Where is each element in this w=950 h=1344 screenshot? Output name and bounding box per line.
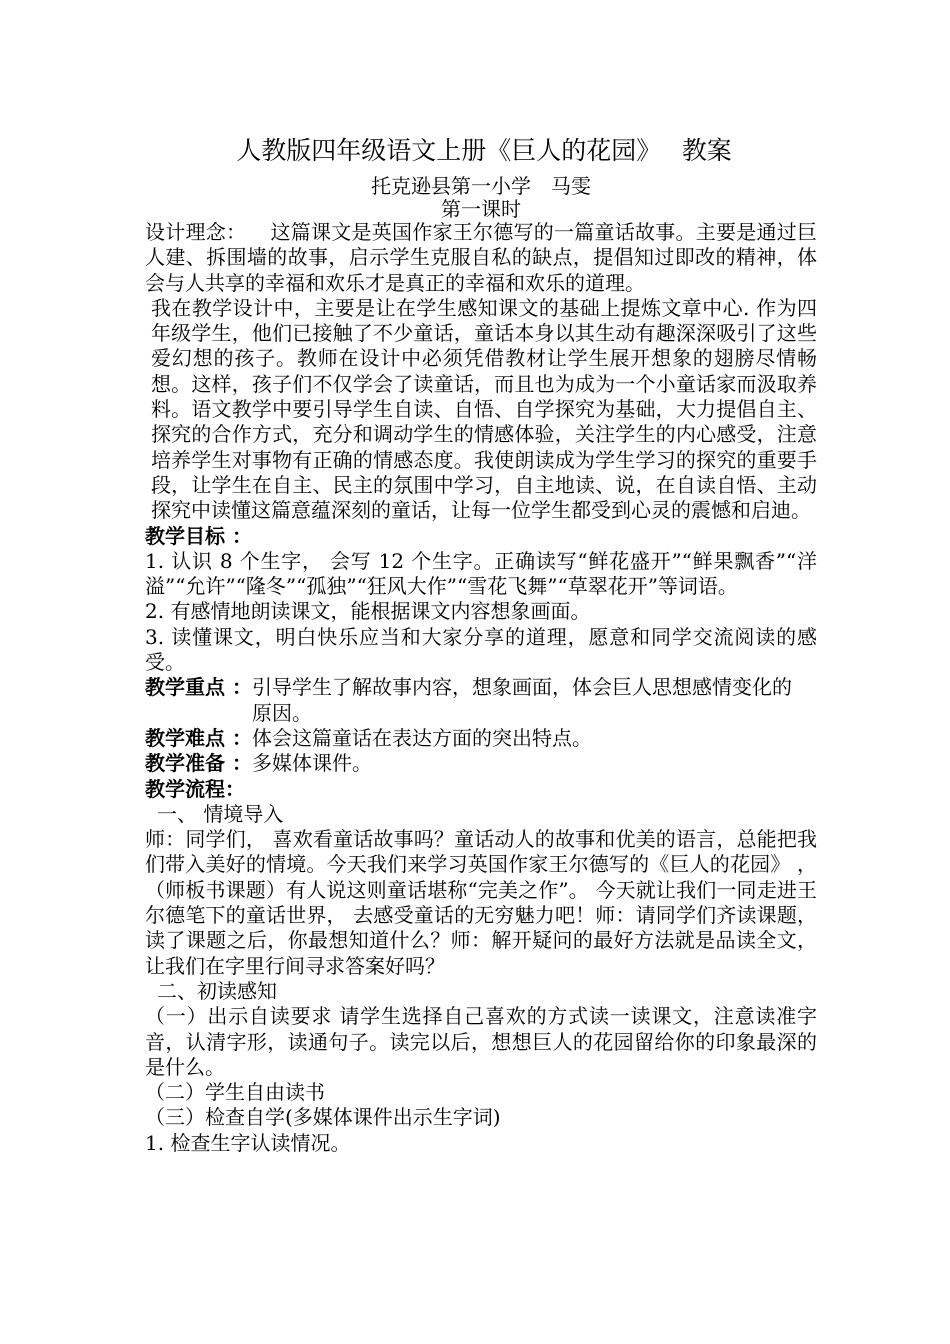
key-label: 教学重点 ：: [145, 675, 252, 700]
step2-heading: 二、初读感知: [157, 978, 277, 1003]
goal-3: 3. 读懂课文，明白快乐应当和大家分享的道理，愿意和同学交流阅读的感受。: [145, 624, 817, 675]
step2-item-4: 1. 检查生字认读情况。: [145, 1130, 351, 1155]
step2-item-1: （一）出示自读要求 请学生选择自己喜欢的方式读一读课文，注意读准字音，认清字形，读通句子。读完以后，想想巨人的花园留给你的印象最深的是什么。: [145, 1004, 817, 1079]
step2-item-3: （三）检查自学(多媒体课件出示生字词): [145, 1105, 501, 1130]
design-text: 这篇课文是英国作家王尔德写的一篇童话故事。主要是通过巨人建、拆围墙的故事，启示学生克服自私的缺点，提倡知过即改的精神，体会与人共享的幸福和欢乐才是真正的幸福和欢乐的道理。: [145, 220, 817, 295]
key-text: 引导学生了解故事内容，想象画面，体会巨人思想感情变化的原因。: [251, 675, 792, 725]
step1-text: 师：同学们， 喜欢看童话故事吗？童话动人的故事和优美的语言，总能把我们带入美好的情境。今天我们来学习英国作家王尔德写的《巨人的花园》 ，（师板书课题）有人说这则童话堪称“完美之作”。 今天就让我们一同走进王尔德笔下的童话世界， 去感受童话的无穷魅力吧！师：请同学们齐读课题， 读了课题之后，你最想知道什么？师：解开疑问的最好方法就是品读全文，让我们在字里行间寻求答案好吗？: [145, 827, 817, 978]
design-concept-2: 我在教学设计中，主要是让在学生感知课文的基础上提炼文章中心. 作为四年级学生，他们已接触了不少童话，童话本身以其生动有趣深深吸引了这些爱幻想的孩子。教师在设计中必须凭借教材让学生展开想象的翅膀尽情畅想。这样，孩子们不仅学会了读童话，而且也为成为一个小童话家而汲取养料。语文教学中要引导学生自读、自悟、自学探究为基础，大力提倡自主、探究的合作方式，充分和调动学生的情感体验，关注学生的内心感受，注意培养学生对事物有正确的情感态度。我使朗读成为学生学习的探究的重要手段，让学生在自主、民主的氛围中学习，自主地读、说，在自读自悟、主动探究中读懂这篇意蕴深刻的童话，让每一位学生都受到心灵的震憾和启迪。: [151, 295, 817, 523]
design-label: 设计理念：: [145, 220, 247, 244]
key-points: [145, 675, 817, 726]
lesson-label: 第一课时: [441, 197, 521, 221]
step1-heading: 一、 情境导入: [157, 801, 284, 826]
difficulty-text: 体会这篇童话在表达方面的突出特点。: [251, 725, 592, 750]
step2-item-2: （二）学生自由读书: [145, 1080, 325, 1105]
goal-1: 1. 认识 8 个生字， 会写 12 个生字。正确读写“鲜花盛开”“鲜果飘香”“洋溢”“允许”“隆冬”“孤独”“狂风大作”“雪花飞舞”“草翠花开”等词语。: [145, 548, 817, 599]
design-concept: [145, 220, 817, 296]
flow-heading: 教学流程：: [145, 776, 245, 801]
document-body: [145, 136, 817, 1156]
preparation: [145, 751, 817, 776]
prep-label: 教学准备 ：: [145, 751, 252, 776]
prep-text: 多媒体课件。: [251, 751, 372, 776]
goals-heading: 教学目标 ：: [145, 523, 252, 548]
author-line: 托克逊县第一小学 马雯: [371, 174, 591, 198]
difficulty-label: 教学难点 ：: [145, 725, 252, 750]
goal-2: 2. 有感情地朗读课文，能根据课文内容想象画面。: [145, 599, 591, 624]
difficulty: [145, 726, 817, 751]
document-title: 人教版四年级语文上册《巨人的花园》 教案: [236, 136, 732, 165]
